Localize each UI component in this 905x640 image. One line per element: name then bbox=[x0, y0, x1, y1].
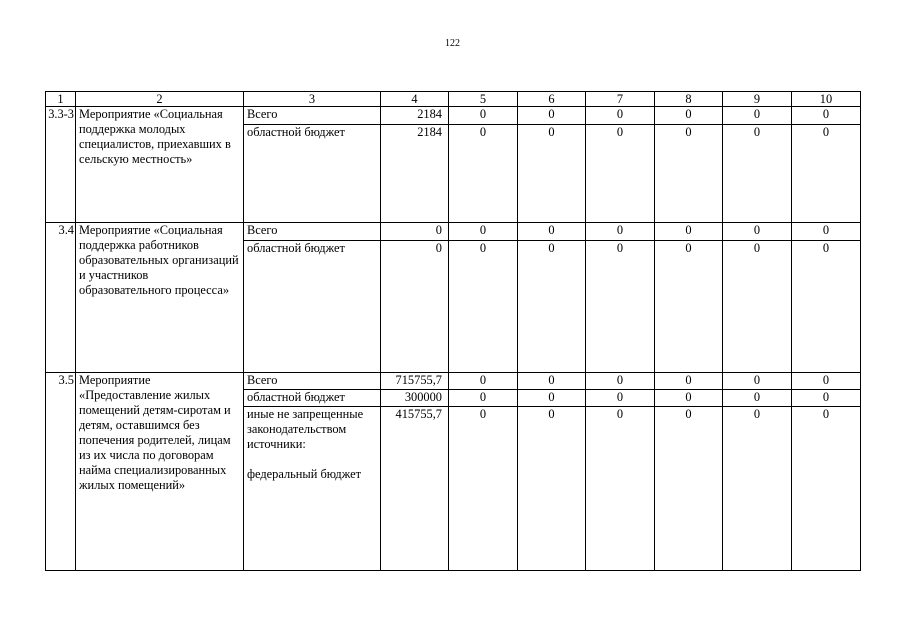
value-cell: 0 bbox=[518, 407, 586, 571]
value-cell: 0 bbox=[792, 223, 861, 241]
funding-source: Всего bbox=[244, 223, 381, 241]
table-row bbox=[46, 223, 861, 241]
value-cell: 0 bbox=[723, 373, 792, 390]
value-cell: 0 bbox=[449, 373, 518, 390]
value-cell: 0 bbox=[449, 241, 518, 373]
value-cell: 0 bbox=[723, 407, 792, 571]
event-number: 3.5 bbox=[46, 373, 76, 571]
table-row bbox=[46, 373, 861, 390]
value-cell: 0 bbox=[792, 373, 861, 390]
value-cell: 0 bbox=[586, 125, 655, 223]
value-cell: 0 bbox=[518, 390, 586, 407]
value-cell: 0 bbox=[792, 125, 861, 223]
header-cell: 1 bbox=[46, 92, 76, 107]
value-cell: 715755,7 bbox=[381, 373, 449, 390]
value-cell: 0 bbox=[655, 241, 723, 373]
header-cell: 7 bbox=[586, 92, 655, 107]
header-cell: 9 bbox=[723, 92, 792, 107]
value-cell: 0 bbox=[723, 223, 792, 241]
value-cell: 0 bbox=[518, 107, 586, 125]
other-sources-note: иные не запрещенные законодательством источники: bbox=[247, 407, 364, 451]
header-cell: 3 bbox=[244, 92, 381, 107]
header-cell: 8 bbox=[655, 92, 723, 107]
funding-source: Всего bbox=[244, 107, 381, 125]
value-cell: 0 bbox=[655, 373, 723, 390]
value-cell: 2184 bbox=[381, 107, 449, 125]
value-cell: 0 bbox=[449, 390, 518, 407]
value-cell: 0 bbox=[518, 125, 586, 223]
table-row bbox=[46, 107, 861, 125]
value-cell: 0 bbox=[449, 125, 518, 223]
value-cell: 415755,7 bbox=[381, 407, 449, 571]
header-cell: 4 bbox=[381, 92, 449, 107]
value-cell: 0 bbox=[586, 107, 655, 125]
value-cell: 0 bbox=[723, 125, 792, 223]
value-cell: 0 bbox=[655, 223, 723, 241]
header-cell: 6 bbox=[518, 92, 586, 107]
funding-source: областной бюджет bbox=[244, 390, 381, 407]
value-cell: 0 bbox=[518, 223, 586, 241]
value-cell: 0 bbox=[655, 390, 723, 407]
value-cell: 0 bbox=[723, 241, 792, 373]
funding-source bbox=[244, 407, 381, 571]
value-cell: 0 bbox=[586, 390, 655, 407]
value-cell: 0 bbox=[381, 241, 449, 373]
value-cell: 300000 bbox=[381, 390, 449, 407]
value-cell: 2184 bbox=[381, 125, 449, 223]
value-cell: 0 bbox=[449, 223, 518, 241]
event-name: Мероприятие «Социальная поддержка работников образовательных организаций и участников образовательного процесса» bbox=[76, 223, 244, 373]
header-cell: 2 bbox=[76, 92, 244, 107]
header-cell: 10 bbox=[792, 92, 861, 107]
value-cell: 0 bbox=[586, 241, 655, 373]
value-cell: 0 bbox=[792, 107, 861, 125]
value-cell: 0 bbox=[655, 407, 723, 571]
value-cell: 0 bbox=[518, 373, 586, 390]
value-cell: 0 bbox=[723, 390, 792, 407]
event-number: 3.4 bbox=[46, 223, 76, 373]
value-cell: 0 bbox=[586, 407, 655, 571]
budget-table bbox=[45, 91, 861, 571]
value-cell: 0 bbox=[792, 241, 861, 373]
federal-budget-label: федеральный бюджет bbox=[247, 467, 362, 481]
funding-source: областной бюджет bbox=[244, 241, 381, 373]
value-cell: 0 bbox=[586, 223, 655, 241]
funding-source: областной бюджет bbox=[244, 125, 381, 223]
value-cell: 0 bbox=[655, 125, 723, 223]
value-cell: 0 bbox=[655, 107, 723, 125]
value-cell: 0 bbox=[586, 373, 655, 390]
event-name: Мероприятие «Социальная поддержка молодых специалистов, приехавших в сельскую местность» bbox=[76, 107, 244, 223]
value-cell: 0 bbox=[449, 107, 518, 125]
header-cell: 5 bbox=[449, 92, 518, 107]
value-cell: 0 bbox=[792, 407, 861, 571]
page-number: 122 bbox=[445, 38, 460, 49]
event-name: Мероприятие «Предоставление жилых помещений детям-сиротам и детям, оставшимся без попечения родителей, лицам из их числа по договорам найма специализированных жилых помещений» bbox=[76, 373, 244, 571]
event-number: 3.3-3 bbox=[46, 107, 76, 223]
funding-source: Всего bbox=[244, 373, 381, 390]
value-cell: 0 bbox=[723, 107, 792, 125]
value-cell: 0 bbox=[518, 241, 586, 373]
value-cell: 0 bbox=[381, 223, 449, 241]
header-row bbox=[46, 92, 861, 107]
value-cell: 0 bbox=[449, 407, 518, 571]
value-cell: 0 bbox=[792, 390, 861, 407]
